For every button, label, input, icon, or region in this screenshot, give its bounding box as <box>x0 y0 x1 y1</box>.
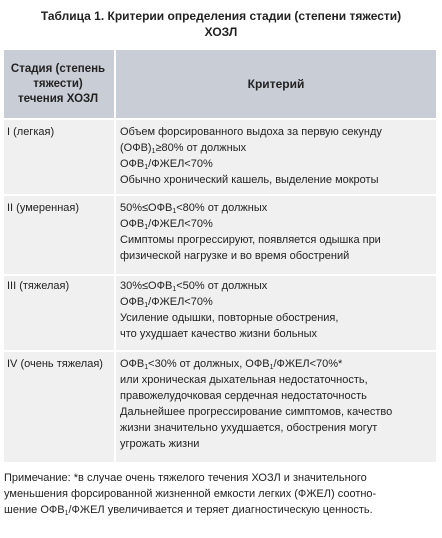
footnote-line-2: уменьшения форсированной жизненной емкости легких (ФЖЕЛ) соотно- <box>4 488 377 500</box>
text-segment: ОФВ <box>120 358 145 370</box>
text-segment: Симптомы прогрессируют, появляется одышка при <box>120 234 381 246</box>
text-segment: ОФВ <box>120 218 145 230</box>
criteria-table <box>4 50 436 462</box>
text-segment: 30%≤ОФВ <box>120 280 173 292</box>
title-line-2: ХОЗЛ <box>204 25 238 39</box>
criterion-line <box>120 436 434 452</box>
text-segment: <50% от должных <box>176 280 268 292</box>
text-segment: шение ОФВ <box>4 504 65 516</box>
criterion-line <box>120 372 434 388</box>
row-divider <box>4 194 436 196</box>
criterion-line <box>120 356 434 372</box>
criterion-line <box>120 248 434 264</box>
table-header <box>4 50 436 118</box>
subscript-text: 1 <box>144 164 149 171</box>
header-stage-line-3: течения ХОЗЛ <box>17 92 99 105</box>
footnote-line-1: Примечание: *в случае очень тяжелого течения ХОЗЛ и значительного <box>4 472 367 484</box>
text-segment: или хроническая дыхательная недостаточность, <box>120 374 368 386</box>
subscript-text: 1 <box>144 364 149 371</box>
criterion-line <box>120 200 434 216</box>
criterion-cell <box>120 124 434 188</box>
criterion-line <box>120 232 434 248</box>
subscript-text: 1 <box>151 148 156 155</box>
text-segment: /ФЖЕЛ<70% <box>148 158 213 170</box>
text-segment: /ФЖЕЛ увеличивается и теряет диагностическую ценность. <box>68 504 373 516</box>
text-segment: /ФЖЕЛ<70%* <box>273 358 343 370</box>
text-segment: жизни значительно ухудшается, обострения могут <box>120 422 378 434</box>
text-segment: /ФЖЕЛ<70% <box>148 296 213 308</box>
text-segment: Дальнейшее прогрессирование симптомов, качество <box>120 406 393 418</box>
criterion-line <box>120 156 434 172</box>
text-segment: ≥80% от должных <box>155 142 247 154</box>
stage-cell: IV (очень тяжелая) <box>7 358 103 370</box>
text-segment: Усиление одышки, повторные обострения, <box>120 312 339 324</box>
stage-cell: I (легкая) <box>7 126 55 138</box>
criterion-line <box>120 326 434 342</box>
criterion-line <box>120 124 434 140</box>
criterion-line <box>120 388 434 404</box>
subscript-text: 1 <box>172 208 177 215</box>
criterion-line <box>120 172 434 188</box>
subscript-text: 1 <box>172 286 177 293</box>
text-segment: Обычно хронический кашель, выделение мокроты <box>120 174 379 186</box>
header-stage-line-2: тяжести) <box>33 77 83 90</box>
title-line-1: Таблица 1. Критерии определения стадии (степени тяжести) <box>40 9 402 23</box>
text-segment: <30% от должных, ОФВ <box>148 358 270 370</box>
criterion-line <box>120 404 434 420</box>
footnote <box>4 470 436 518</box>
header-criterion: Критерий <box>247 77 305 91</box>
criterion-line <box>120 294 434 310</box>
subscript-text: 1 <box>144 302 149 309</box>
criterion-cell <box>120 356 434 452</box>
text-segment: /ФЖЕЛ<70% <box>148 218 213 230</box>
subscript-text: 1 <box>64 510 69 517</box>
criterion-line <box>120 216 434 232</box>
text-segment: (ОФВ) <box>120 142 152 154</box>
criterion-line <box>120 310 434 326</box>
footnote-line-3 <box>4 502 436 518</box>
subscript-text: 1 <box>269 364 274 371</box>
column-divider <box>114 50 116 462</box>
header-stage-line-1: Стадия (степень <box>10 62 106 75</box>
text-segment: ОФВ <box>120 158 145 170</box>
text-segment: правожелудочковая сердечная недостаточность <box>120 390 367 402</box>
header-stage <box>4 50 112 118</box>
subscript-text: 1 <box>144 224 149 231</box>
stage-cell: III (тяжелая) <box>7 280 70 292</box>
criterion-line <box>120 278 434 294</box>
text-segment: что ухудшает качество жизни больных <box>120 328 318 340</box>
text-segment: <80% от должных <box>176 202 268 214</box>
row-divider <box>4 274 436 276</box>
criterion-cell <box>120 200 434 264</box>
text-segment: 50%≤ОФВ <box>120 202 173 214</box>
text-segment: Объем форсированного выдоха за первую секунду <box>120 126 382 138</box>
stage-cell: II (умеренная) <box>7 202 80 214</box>
table-title <box>0 8 442 40</box>
text-segment: угрожать жизни <box>120 438 200 450</box>
row-divider <box>4 118 436 120</box>
row-divider <box>4 350 436 352</box>
text-segment: ОФВ <box>120 296 145 308</box>
criterion-line <box>120 420 434 436</box>
criterion-cell <box>120 278 434 342</box>
text-segment: физической нагрузке и во время обострений <box>120 250 350 262</box>
criterion-line <box>120 140 434 156</box>
